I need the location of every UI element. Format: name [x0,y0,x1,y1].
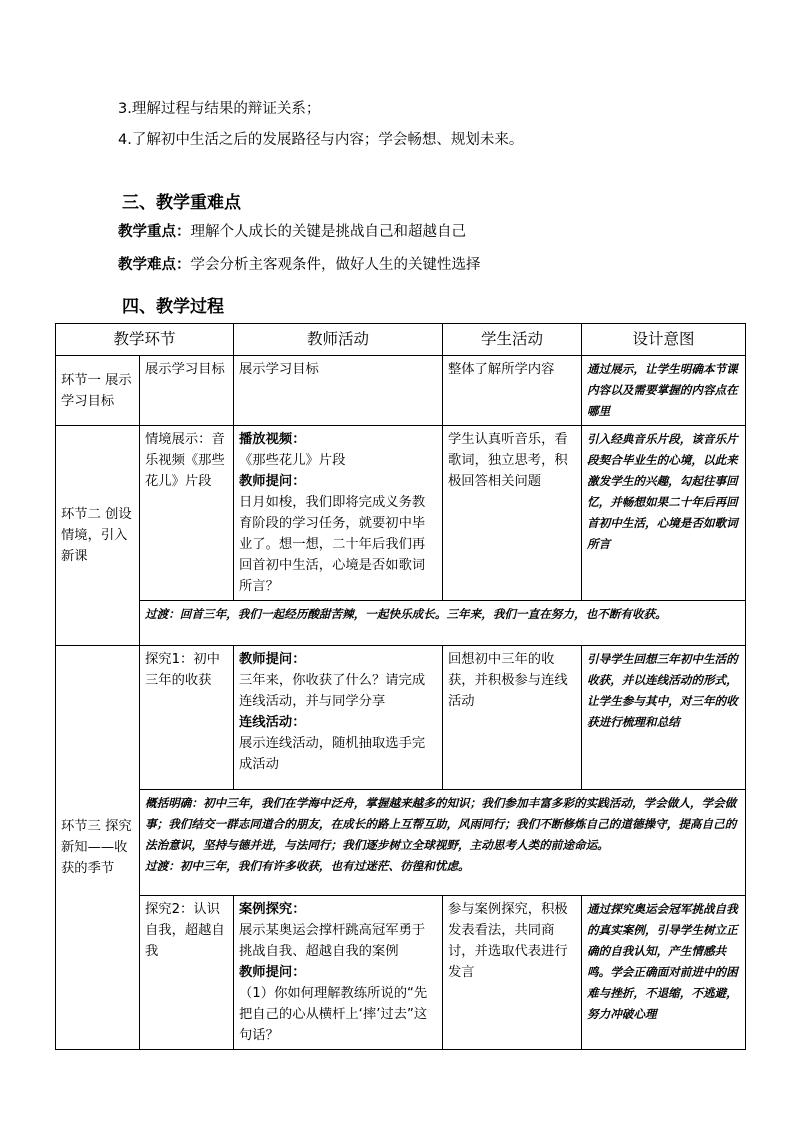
teacher-text-question: 三年来，你收获了什么？请完成连线活动，并与同学分享 [239,673,426,709]
table-row [56,790,746,896]
stage-cell: 环节一 展示学习目标 [56,356,140,426]
teacher-text-case: 展示某奥运会撑杆跳高冠军勇于挑战自我、超越自我的案例 [239,923,426,959]
student-activity-cell: 参与案例探究，积极发表看法，共同商讨，并选取代表进行发言 [443,896,582,1050]
lesson-process-table [55,323,746,1050]
teacher-text-matching: 展示连线活动，随机抽取选手完成活动 [239,736,426,772]
table-row [56,356,746,426]
header-teacher: 教师活动 [234,324,443,356]
stage-cell: 环节三 探究新知——收获的季节 [56,646,140,1050]
teacher-label-case: 案例探究： [239,902,306,917]
table-row [56,896,746,1050]
transition-text: 过渡：初中三年，我们有许多收获，也有过迷茫、彷徨和忧虑。 [145,859,470,873]
student-activity-cell: 整体了解所学内容 [443,356,582,426]
header-intent: 设计意图 [582,324,746,356]
difficult-point-line [118,253,481,274]
objective-item-4: 4.了解初中生活之后的发展路径与内容；学会畅想、规划未来。 [118,132,524,148]
header-stage: 教学环节 [56,324,234,356]
header-student: 学生活动 [443,324,582,356]
teacher-label-question: 教师提问： [239,965,306,980]
sub-stage-cell: 情境展示：音乐视频《那些花儿》片段 [140,426,234,601]
section-heading-process: 四、教学过程 [122,297,224,317]
teacher-activity-cell [234,426,443,601]
teacher-label-matching: 连线活动： [239,715,306,730]
summary-text: 概括明确：初中三年，我们在学海中泛舟，掌握越来越多的知识；我们参加丰富多彩的实践活动，学会做人，学会做事；我们结交一群志同道合的朋友，在成长的路上互帮互助，风雨同行；我们不断修炼自己的道德操守，提高自己的法治意识，坚持与德并进，与法同行；我们逐步树立全球视野，主动思考人类的前途命运。 [145,796,737,852]
design-intent-cell: 引导学生回想三年初中生活的收获，并以连线活动的形式，让学生参与其中，对三年的收获进行梳理和总结 [582,646,746,790]
transition-cell: 过渡：回首三年，我们一起经历酸甜苦辣，一起快乐成长。三年来，我们一直在努力，也不断有收获。 [140,601,746,646]
sub-stage-cell: 探究1：初中三年的收获 [140,646,234,790]
key-point-text: 理解个人成长的关键是挑战自己和超越自己 [190,224,466,240]
teacher-text-question: 日月如梭，我们即将完成义务教育阶段的学习任务，就要初中毕业了。想一想，二十年后我们再回首初中生活，心境是否如歌词所言？ [239,495,426,594]
key-point-label: 教学重点： [118,224,191,240]
design-intent-cell: 引入经典音乐片段，该音乐片段契合毕业生的心境，以此来激发学生的兴趣，勾起往事回忆，并畅想如果二十年后再回首初中生活，心境是否如歌词所言 [582,426,746,601]
sub-stage-cell: 探究2：认识自我，超越自我 [140,896,234,1050]
student-activity-cell: 回想初中三年的收获，并积极参与连线活动 [443,646,582,790]
key-point-line [118,220,466,241]
teacher-label-question: 教师提问： [239,474,306,489]
sub-stage-cell: 展示学习目标 [140,356,234,426]
teacher-activity-cell [234,646,443,790]
student-activity-cell: 学生认真听音乐，看歌词，独立思考，积极回答相关问题 [443,426,582,601]
teacher-text-video: 《那些花儿》片段 [239,453,346,468]
teacher-label-video: 播放视频： [239,432,306,447]
teacher-text-question: （1）你如何理解教练所说的“先把自己的心从横杆上‘摔’过去”这句话？ [239,986,428,1043]
stage-cell: 环节二 创设情境，引入新课 [56,426,140,646]
objective-item-3: 3.理解过程与结果的辩证关系； [118,101,321,117]
teacher-label-question: 教师提问： [239,652,306,667]
difficult-point-text: 学会分析主客观条件，做好人生的关键性选择 [190,257,481,273]
design-intent-cell: 通过探究奥运会冠军挑战自我的真实案例，引导学生树立正确的自我认知，产生情感共鸣。学会正确面对前进中的困难与挫折，不退缩，不逃避，努力冲破心理 [582,896,746,1050]
section-heading-key-points: 三、教学重难点 [122,193,241,213]
table-row [56,601,746,646]
summary-cell [140,790,746,896]
teacher-activity-cell: 展示学习目标 [234,356,443,426]
table-header-row [56,324,746,356]
table-row [56,646,746,790]
difficult-point-label: 教学难点： [118,257,191,273]
teacher-activity-cell [234,896,443,1050]
table-row [56,426,746,601]
design-intent-cell: 通过展示，让学生明确本节课内容以及需要掌握的内容点在哪里 [582,356,746,426]
